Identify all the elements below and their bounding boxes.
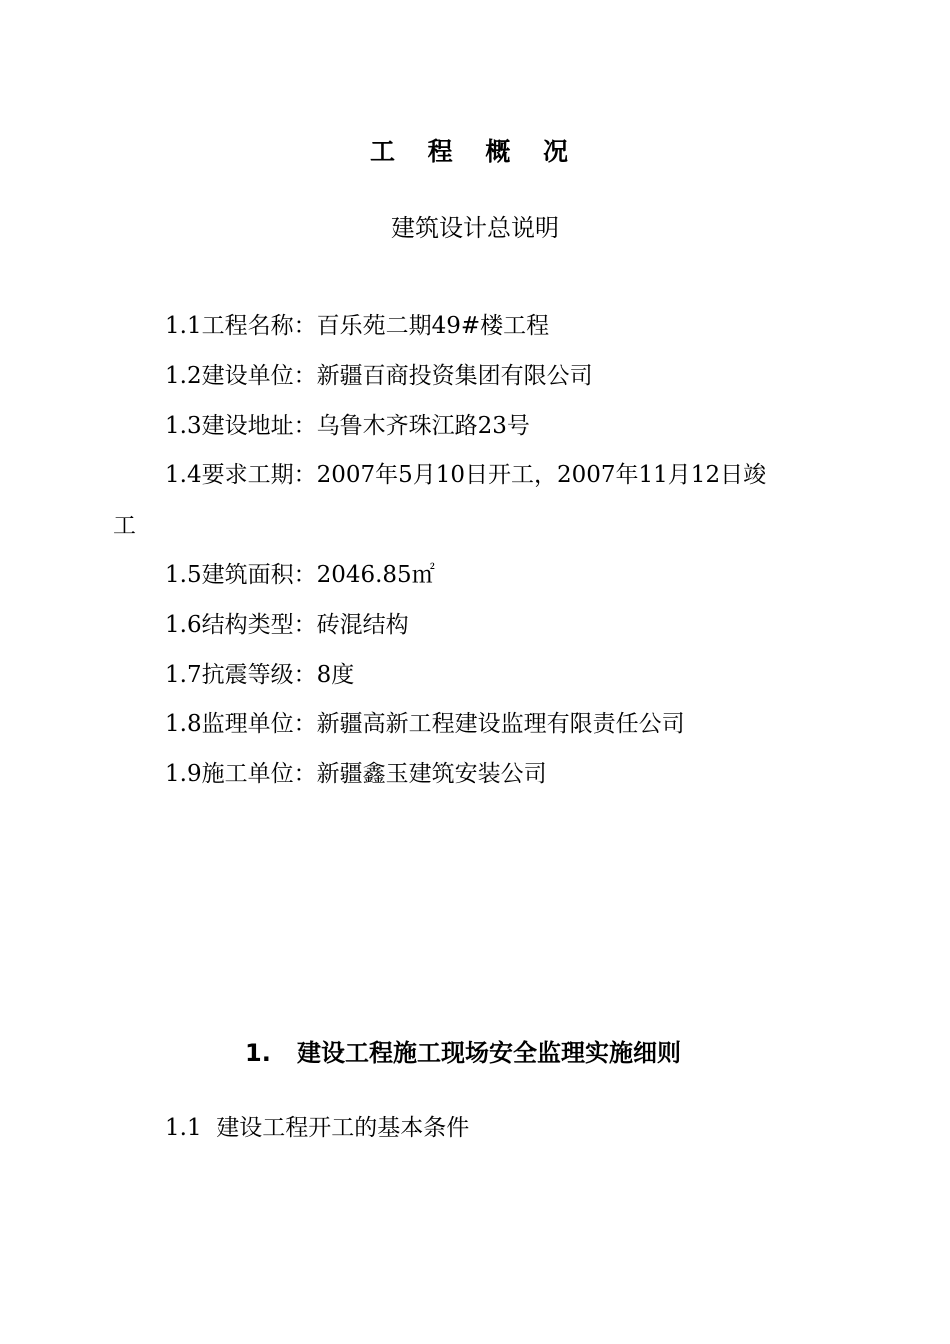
section-number: 1. bbox=[245, 1039, 271, 1067]
item-structure-type: 1.6结构类型：砖混结构 bbox=[165, 612, 409, 638]
item-floor-area: 1.5建筑面积：2046.85㎡ bbox=[165, 562, 435, 588]
item-schedule: 1.4要求工期：2007年5月10日开工，2007年11月12日竣 bbox=[165, 462, 767, 488]
item-project-name: 1.1工程名称：百乐苑二期49#楼工程 bbox=[165, 313, 550, 339]
item-developer: 1.2建设单位：新疆百商投资集团有限公司 bbox=[165, 363, 593, 389]
item-seismic-grade: 1.7抗震等级：8度 bbox=[165, 662, 355, 688]
subsection-heading: 1.1 建设工程开工的基本条件 bbox=[165, 1115, 470, 1141]
section-heading bbox=[245, 1033, 681, 1068]
item-supervisor: 1.8监理单位：新疆高新工程建设监理有限责任公司 bbox=[165, 711, 685, 737]
document-title: 工 程 概 况 bbox=[369, 137, 581, 166]
item-contractor: 1.9施工单位：新疆鑫玉建筑安装公司 bbox=[165, 761, 547, 787]
item-schedule-continuation: 工 bbox=[113, 513, 136, 539]
section-heading-text: 建设工程施工现场安全监理实施细则 bbox=[297, 1039, 681, 1067]
item-address: 1.3建设地址：乌鲁木齐珠江路23号 bbox=[165, 413, 530, 439]
document-subtitle: 建筑设计总说明 bbox=[391, 214, 559, 242]
